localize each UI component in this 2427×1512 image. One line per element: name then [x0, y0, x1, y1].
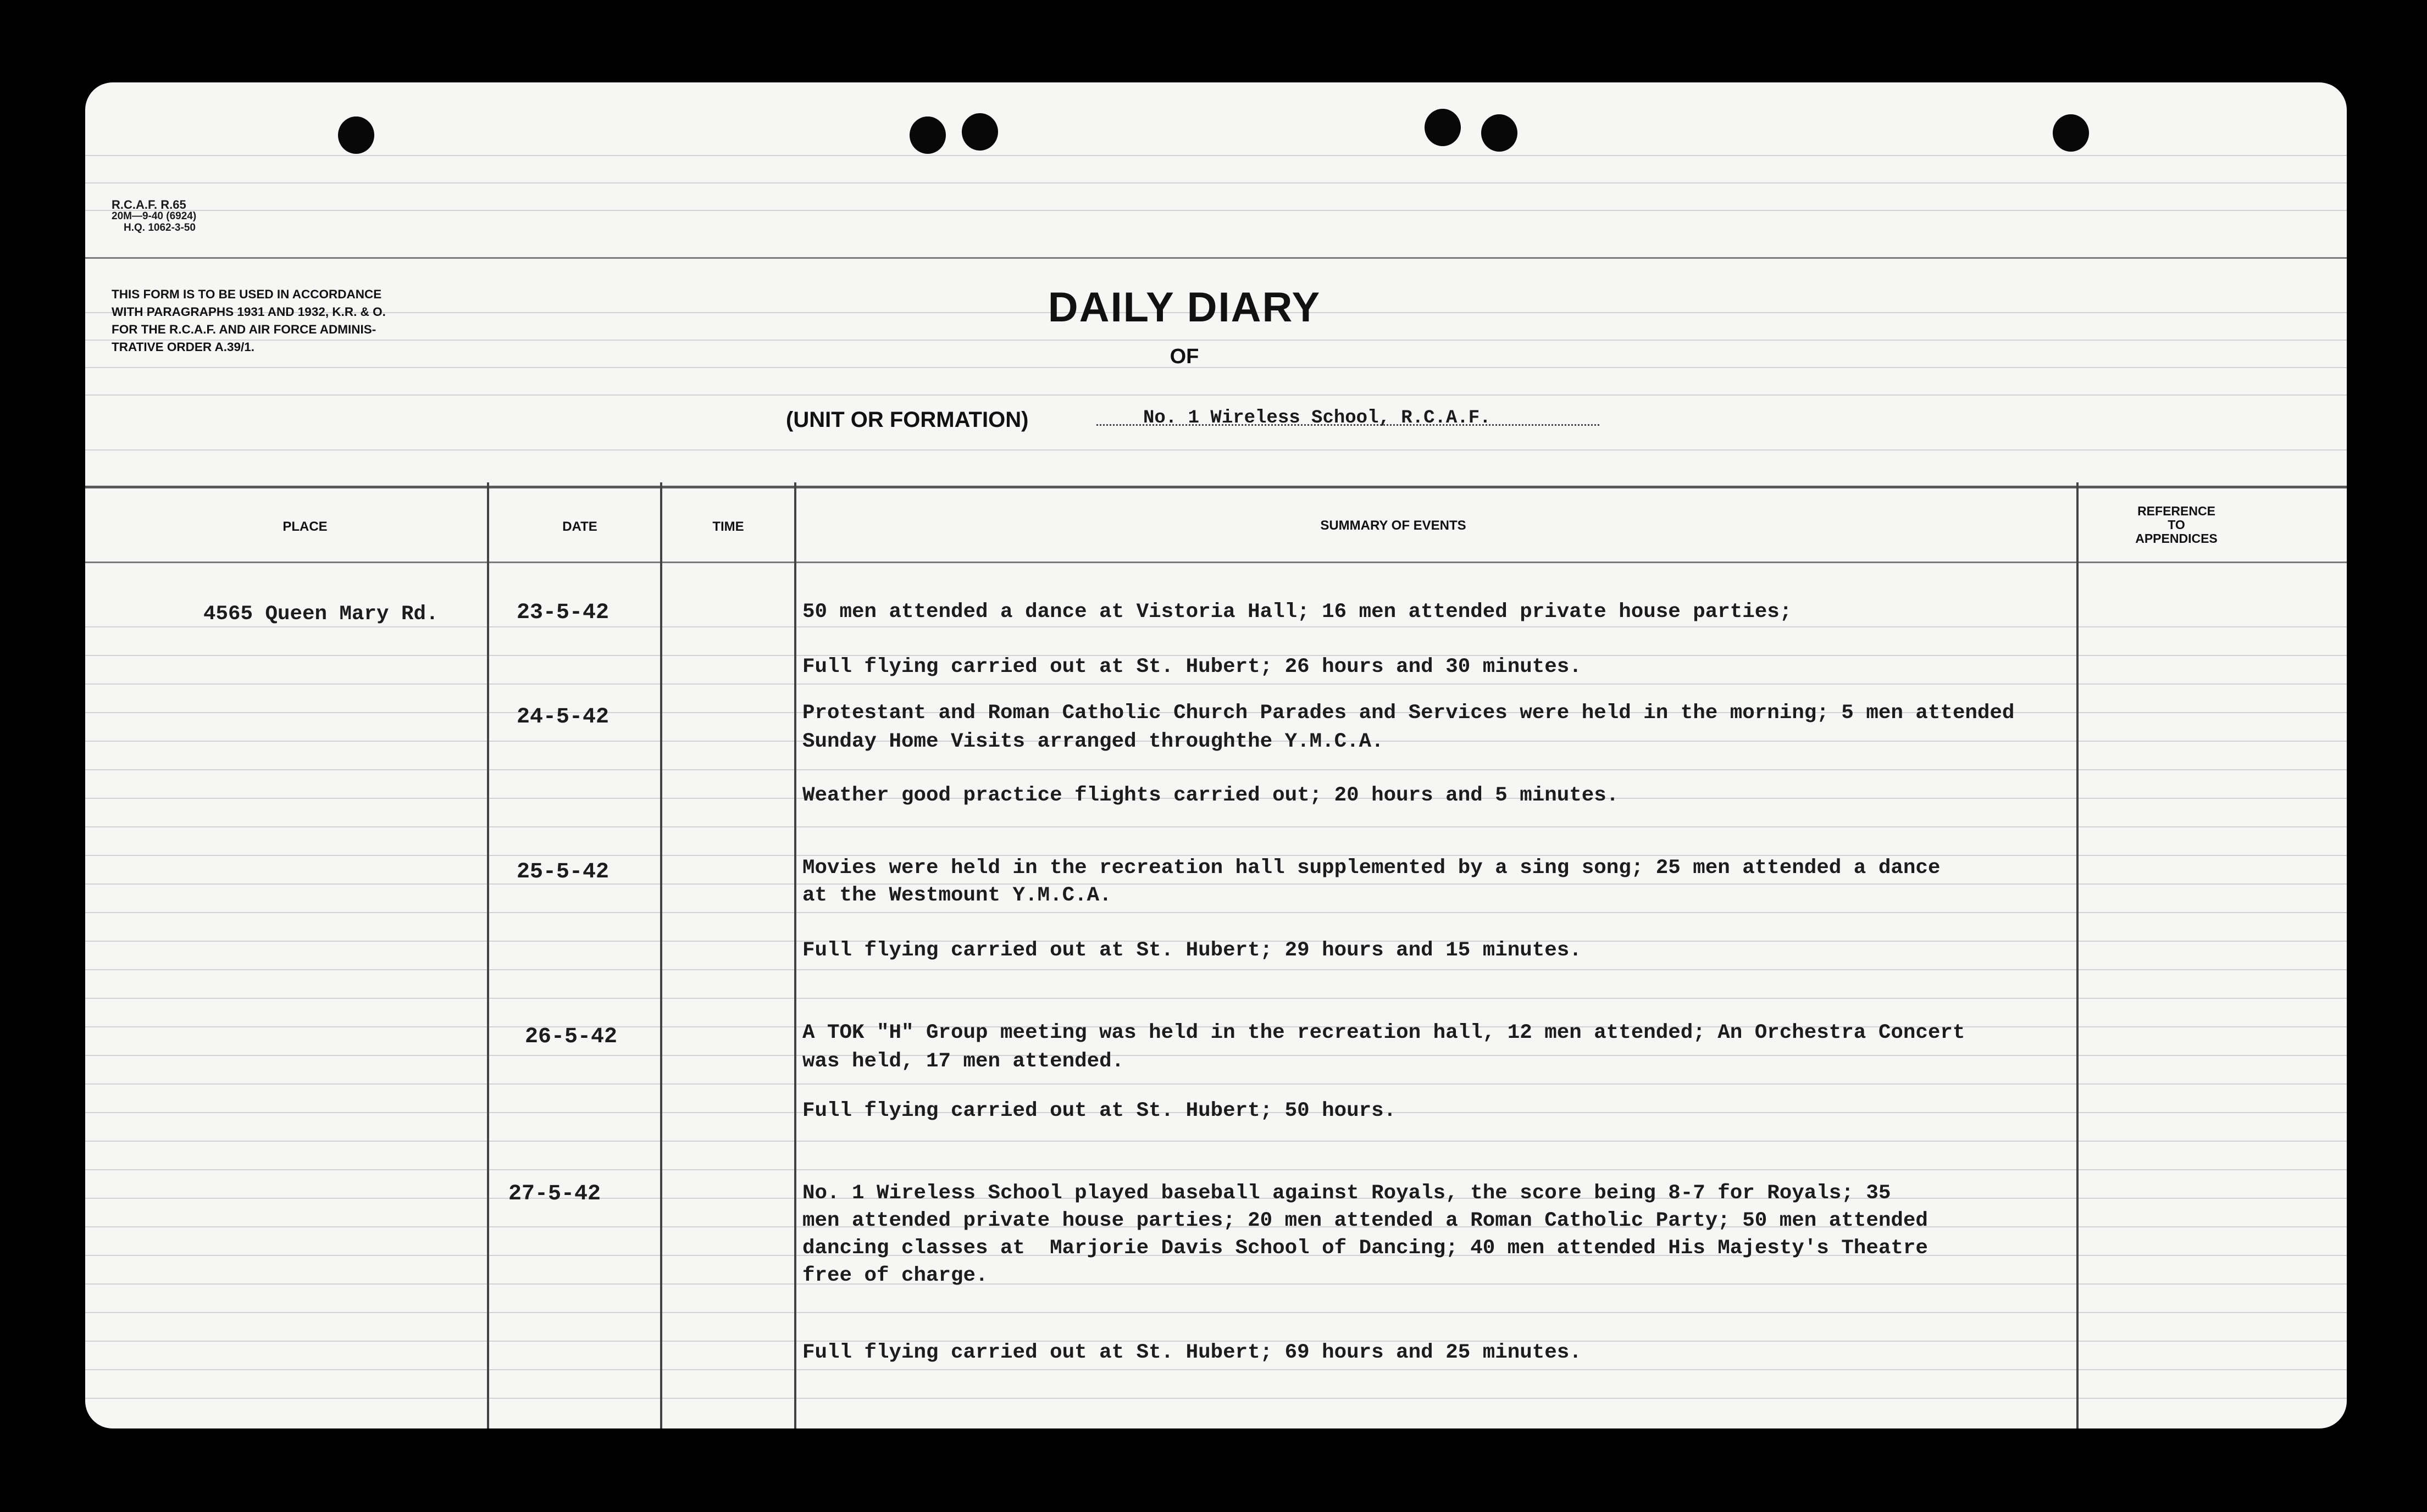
event-line: at the Westmount Y.M.C.A. — [802, 884, 1112, 907]
ruled-line — [85, 1141, 2347, 1142]
ruled-line — [85, 1369, 2347, 1370]
column-header-date: DATE — [562, 519, 597, 534]
event-line: No. 1 Wireless School played baseball against Royals, the score being 8-7 for Royals; 35 — [802, 1182, 1891, 1205]
column-divider-summary — [2076, 482, 2079, 1428]
form-code — [112, 199, 196, 234]
date-cell: 24-5-42 — [517, 705, 609, 730]
table-top-rule — [85, 486, 2347, 488]
event-line: 50 men attended a dance at Vistoria Hall; 16 men attended private house parties; — [802, 601, 1792, 624]
column-divider-place — [487, 482, 489, 1428]
ruled-line — [85, 969, 2347, 970]
ruled-line — [85, 998, 2347, 999]
event-line: Full flying carried out at St. Hubert; 50 hours. — [802, 1099, 1397, 1122]
event-line: dancing classes at Marjorie Davis School of Dancing; 40 men attended His Majesty's Theatre — [802, 1237, 1928, 1260]
column-divider-date — [660, 482, 662, 1428]
place-cell: 4565 Queen Mary Rd. — [203, 603, 439, 626]
ruled-line — [85, 1083, 2347, 1085]
table-head-rule — [85, 562, 2347, 563]
ruled-line — [85, 769, 2347, 770]
reference-header-line: REFERENCE — [2137, 504, 2215, 518]
punch-hole — [962, 113, 998, 151]
event-line: Full flying carried out at St. Hubert; 26 hours and 30 minutes. — [802, 655, 1582, 679]
column-header-reference — [2075, 504, 2278, 546]
date-cell: 27-5-42 — [508, 1182, 601, 1207]
ruled-line — [85, 883, 2347, 885]
event-line: Full flying carried out at St. Hubert; 69 hours and 25 minutes. — [802, 1341, 1582, 1364]
diary-sheet — [85, 82, 2347, 1428]
event-line: men attended private house parties; 20 men attended a Roman Catholic Party; 50 men attended — [802, 1209, 1928, 1232]
header-divider — [85, 257, 2347, 259]
form-code-line: H.Q. 1062-3-50 — [124, 222, 196, 234]
column-header-summary: SUMMARY OF EVENTS — [1320, 518, 1466, 533]
ruled-line — [85, 912, 2347, 913]
form-instruction: THIS FORM IS TO BE USED IN ACCORDANCE WITH PARAGRAPHS 1931 AND 1932, K.R. & O. FOR THE R.C.A.F. AND AIR FORCE ADMINIS- TRATIVE ORDER A.39/1. — [112, 287, 386, 354]
punch-hole — [1425, 109, 1461, 146]
ruled-line — [85, 210, 2347, 211]
ruled-line — [85, 683, 2347, 685]
event-line: A TOK "H" Group meeting was held in the recreation hall, 12 men attended; An Orchestra Concert — [802, 1021, 1965, 1044]
ruled-line — [85, 1312, 2347, 1313]
ruled-line — [85, 1398, 2347, 1399]
reference-header-line: TO — [2168, 518, 2185, 532]
form-code-line: R.C.A.F. R.65 — [112, 198, 186, 212]
ruled-line — [85, 826, 2347, 827]
column-divider-time — [794, 482, 796, 1428]
ruled-line — [85, 449, 2347, 451]
page-title: DAILY DIARY — [1048, 284, 1321, 331]
date-cell: 25-5-42 — [517, 860, 609, 885]
date-cell: 26-5-42 — [525, 1025, 618, 1049]
event-line: Protestant and Roman Catholic Church Parades and Services were held in the morning; 5 men attended — [802, 702, 2015, 725]
punch-hole — [910, 116, 946, 154]
event-line: was held, 17 men attended. — [802, 1050, 1124, 1073]
event-line: Sunday Home Visits arranged throughthe Y.M.C.A. — [802, 730, 1384, 753]
date-cell: 23-5-42 — [517, 601, 609, 625]
ruled-line — [85, 1283, 2347, 1285]
punch-hole — [2053, 114, 2089, 152]
form-code-line: 20M—9-40 (6924) — [112, 210, 197, 222]
ruled-line — [85, 1169, 2347, 1170]
ruled-line — [85, 182, 2347, 184]
event-line: Movies were held in the recreation hall supplemented by a sing song; 25 men attended a dance — [802, 857, 1941, 880]
event-line: Full flying carried out at St. Hubert; 29 hours and 15 minutes. — [802, 939, 1582, 962]
ruled-line — [85, 394, 2347, 396]
punch-hole — [1481, 114, 1517, 152]
column-header-time: TIME — [712, 519, 744, 534]
unit-value: No. 1 Wireless School, R.C.A.F. — [1143, 408, 1491, 429]
column-header-place: PLACE — [282, 519, 328, 534]
reference-header-line: APPENDICES — [2135, 531, 2218, 546]
punch-hole — [338, 116, 374, 154]
ruled-line — [85, 155, 2347, 156]
ruled-line — [85, 1055, 2347, 1056]
title-of: OF — [1170, 345, 1199, 368]
event-line: Weather good practice flights carried out; 20 hours and 5 minutes. — [802, 784, 1619, 807]
event-line: free of charge. — [802, 1264, 988, 1287]
unit-label: (UNIT OR FORMATION) — [786, 408, 1029, 432]
